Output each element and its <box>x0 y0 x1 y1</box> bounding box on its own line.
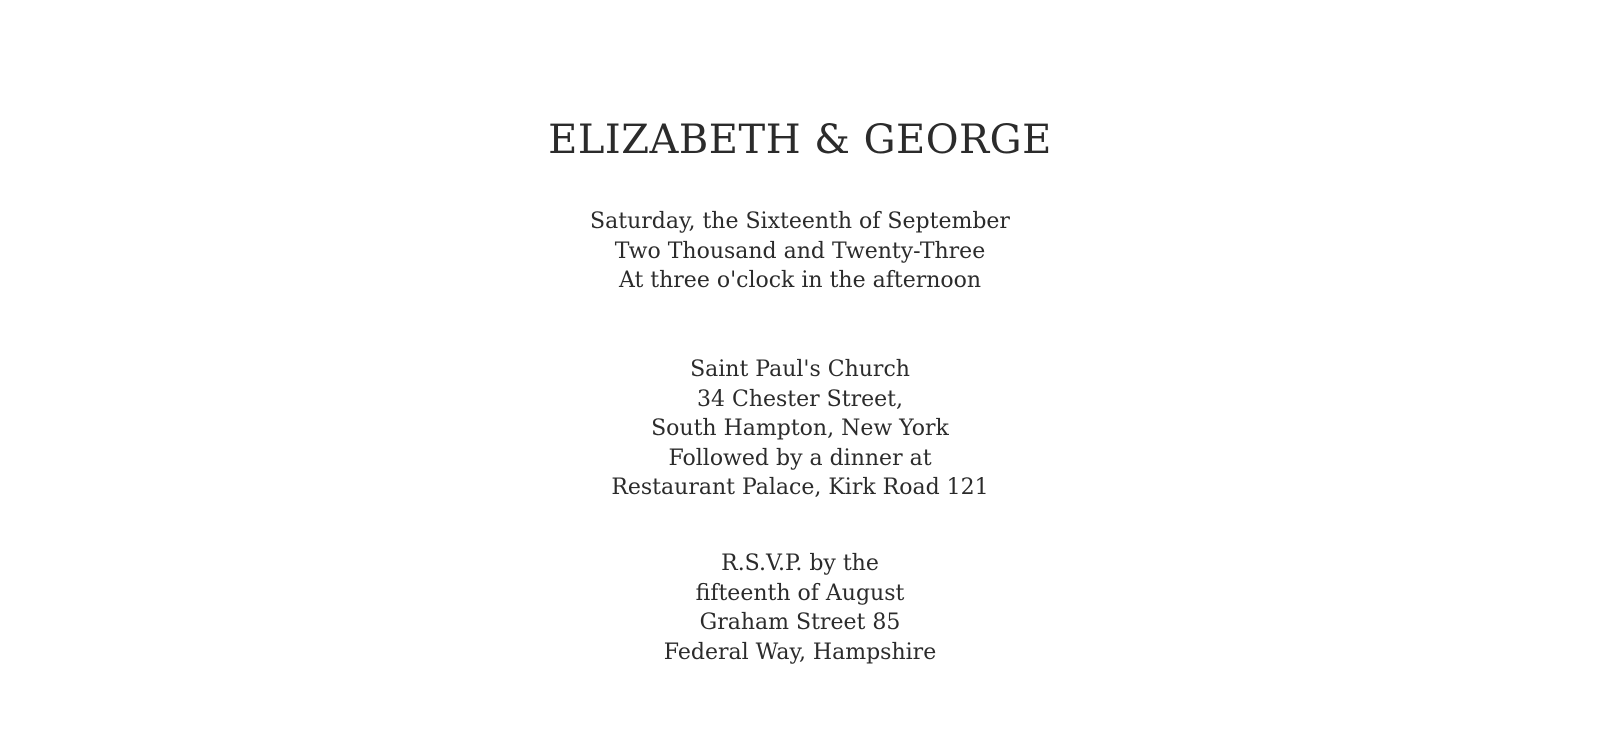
couple-names-title: ELIZABETH & GEORGE <box>548 117 1052 163</box>
rsvp-city: Federal Way, Hampshire <box>663 639 937 665</box>
date-line-year: Two Thousand and Twenty-Three <box>614 238 986 264</box>
dinner-intro: Followed by a dinner at <box>668 445 932 471</box>
dinner-location: Restaurant Palace, Kirk Road 121 <box>611 475 989 500</box>
date-line-weekday: Saturday, the Sixteenth of September <box>590 209 1010 234</box>
time-line: At three o'clock in the afternoon <box>618 268 982 293</box>
venue-street: 34 Chester Street, <box>697 386 903 412</box>
venue-name: Saint Paul's Church <box>690 357 910 382</box>
date-time-block <box>0 207 1600 296</box>
rsvp-heading: R.S.V.P. by the <box>721 551 879 576</box>
rsvp-deadline: fifteenth of August <box>695 580 905 606</box>
venue-city: South Hampton, New York <box>651 416 949 441</box>
rsvp-block <box>0 549 1600 667</box>
rsvp-street: Graham Street 85 <box>699 610 901 635</box>
venue-block <box>0 355 1600 503</box>
